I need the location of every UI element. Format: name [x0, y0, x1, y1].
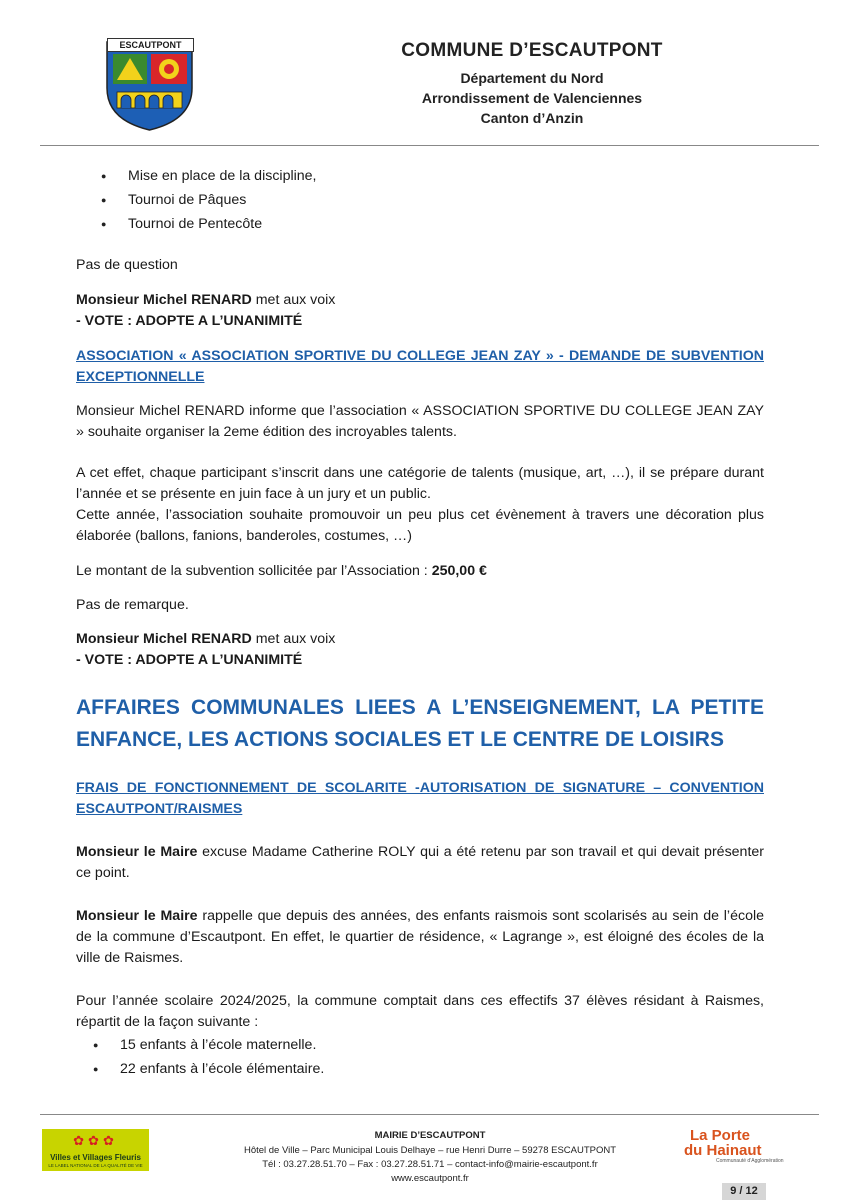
- footer-website: www.escautpont.fr: [391, 1173, 469, 1184]
- villes-fleuris-logo: [42, 1129, 149, 1171]
- page-number: 9 / 12: [722, 1183, 766, 1200]
- canton-line: Canton d’Anzin: [480, 110, 584, 126]
- list-item: ● Mise en place de la discipline,: [128, 166, 764, 187]
- porte-logo-line2: du Hainaut: [684, 1142, 762, 1159]
- no-remark-text: Pas de remarque.: [76, 597, 189, 613]
- list-item: ● Tournoi de Pentecôte: [128, 214, 764, 235]
- vote-verb: met aux voix: [251, 631, 336, 647]
- main-section-title: AFFAIRES COMMUNALES LIEES A L’ENSEIGNEMENT, LA PETITE ENFANCE, LES ACTIONS SOCIALES ET LE CENTRE DE LOISIRS: [76, 696, 764, 751]
- speaker-name: Monsieur Michel RENARD: [76, 631, 252, 647]
- paragraph-text: rappelle que depuis des années, des enfants raismois sont scolarisés au sein de l’école de la commune d’Escautpont. En effet, le quartier de résidence, « Lagrange », est éloigné des écoles de la ville de Raismes.: [76, 908, 765, 966]
- flower-icon: ✿✿✿: [73, 1133, 118, 1148]
- subsidy-amount-label: Le montant de la subvention sollicitée par l’Association :: [76, 563, 432, 579]
- speaker-name: Monsieur le Maire: [76, 844, 198, 860]
- header-divider: [40, 145, 819, 146]
- subsidy-amount-value: 250,00 €: [431, 563, 487, 579]
- villes-fleuris-tagline: LE LABEL NATIONAL DE LA QUALITÉ DE VIE: [48, 1163, 143, 1168]
- list-item: ● 15 enfants à l’école maternelle.: [120, 1035, 764, 1056]
- la-porte-du-hainaut-logo: [684, 1128, 794, 1164]
- crest-label: ESCAUTPONT: [107, 38, 194, 52]
- subsidy-amount-line: [76, 561, 764, 582]
- commune-title: COMMUNE D’ESCAUTPONT: [401, 40, 663, 61]
- vote-verb: met aux voix: [251, 292, 336, 308]
- speaker-name: Monsieur le Maire: [76, 908, 198, 924]
- footer-mairie: MAIRIE D’ESCAUTPONT: [374, 1130, 486, 1141]
- footer-divider: [40, 1114, 819, 1115]
- association-paragraph: Monsieur Michel RENARD informe que l’association « ASSOCIATION SPORTIVE DU COLLEGE JEAN ZAY » souhaite organiser la 2eme édition des incroyables talents.: [76, 403, 764, 440]
- speaker-name: Monsieur Michel RENARD: [76, 292, 252, 308]
- mayor-reminder-paragraph: [76, 906, 764, 969]
- vote-statement-2: [76, 629, 764, 650]
- activities-list: [76, 166, 764, 235]
- escautpont-coat-of-arms: [103, 36, 196, 132]
- section-heading-association: ASSOCIATION « ASSOCIATION SPORTIVE DU COLLEGE JEAN ZAY » - DEMANDE DE SUBVENTION EXCEPTIONNELLE: [76, 348, 764, 385]
- talent-paragraph: A cet effet, chaque participant s’inscrit dans une catégorie de talents (musique, art, …), il se prépare durant l’année et se présente en juin face à un jury et un public.: [76, 465, 764, 502]
- footer-contact: Tél : 03.27.28.51.70 – Fax : 03.27.28.51.71 – contact-info@mairie-escautpont.fr: [262, 1159, 598, 1170]
- no-question-text: Pas de question: [76, 257, 178, 273]
- vote-result-1: - VOTE : ADOPTE A L’UNANIMITÉ: [76, 313, 303, 329]
- list-item: ● Tournoi de Pâques: [128, 190, 764, 211]
- decoration-paragraph: Cette année, l’association souhaite promouvoir un peu plus cet évènement à travers une décoration plus élaborée (ballons, fanions, banderoles, costumes, …): [76, 507, 764, 544]
- paragraph-text: excuse Madame Catherine ROLY qui a été retenu par son travail et qui devait présenter ce point.: [76, 844, 764, 881]
- children-list: [76, 1035, 764, 1080]
- mayor-excuse-paragraph: [76, 842, 764, 884]
- department-line: Département du Nord: [460, 70, 604, 86]
- list-item: ● 22 enfants à l’école élémentaire.: [120, 1059, 764, 1080]
- document-body: [76, 166, 764, 1083]
- arrondissement-line: Arrondissement de Valenciennes: [421, 90, 643, 106]
- villes-fleuris-name: Villes et Villages Fleuris: [50, 1153, 141, 1162]
- porte-logo-line3: Communauté d’Agglomération: [716, 1158, 784, 1164]
- section-heading-scolarite: FRAIS DE FONCTIONNEMENT DE SCOLARITE -AUTORISATION DE SIGNATURE – CONVENTION ESCAUTPONT/RAISMES: [76, 780, 764, 817]
- vote-result-2: - VOTE : ADOPTE A L’UNANIMITÉ: [76, 652, 303, 668]
- footer-address: Hôtel de Ville – Parc Municipal Louis Delhaye – rue Henri Durre – 59278 ESCAUTPONT: [243, 1145, 617, 1156]
- school-year-paragraph: Pour l’année scolaire 2024/2025, la commune comptait dans ces effectifs 37 élèves résidant à Raismes, répartit de la façon suivante :: [76, 993, 764, 1030]
- porte-logo-line1: La Porte: [690, 1127, 751, 1144]
- vote-statement-1: [76, 290, 764, 311]
